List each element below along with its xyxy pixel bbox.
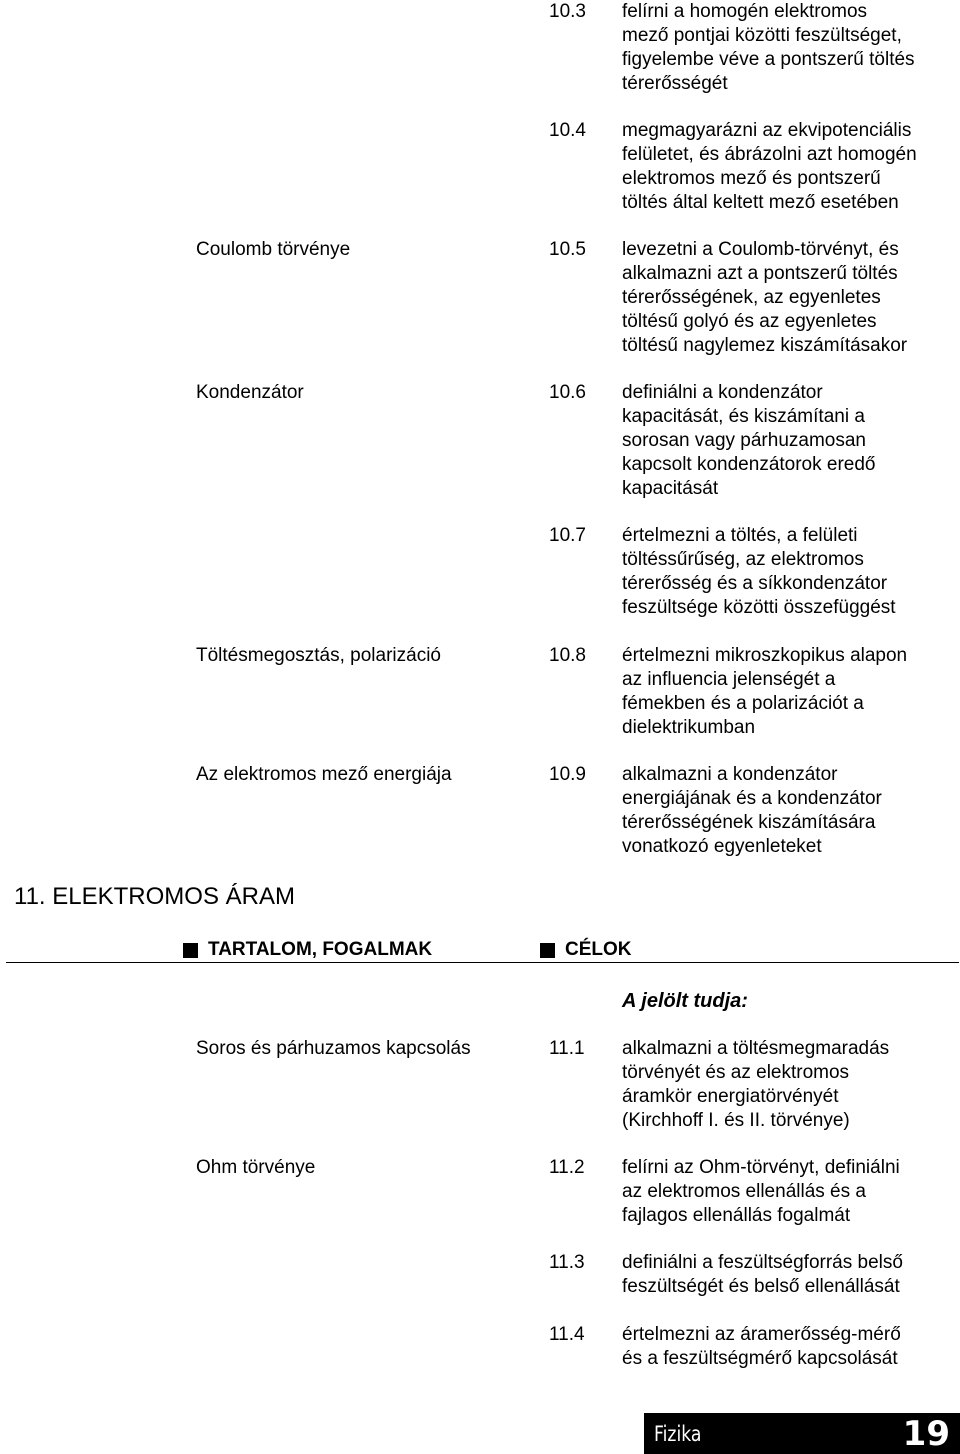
square-bullet-icon (183, 943, 198, 958)
column-header-goals-label: CÉLOK (565, 939, 632, 960)
topic-label: Kondenzátor (196, 382, 304, 403)
objective-text: definiálni a feszültségforrás belső feszültségét és belső ellenállását (622, 1252, 903, 1297)
page-number: 19 (902, 1414, 950, 1454)
objective-number: 11.4 (549, 1324, 585, 1345)
objective-text: alkalmazni a kondenzátor energiájának és a kondenzátor térerősségének kiszámítására vonatkozó egyenleteket (622, 764, 882, 857)
topic-label: Coulomb törvénye (196, 239, 351, 260)
objective-text: felírni a homogén elektromos mező pontjai közötti feszültséget, figyelembe véve a pontszerű töltés térerősségét (622, 1, 915, 94)
objective-number: 10.5 (549, 239, 586, 260)
page-footer (644, 1413, 960, 1454)
objective-text: levezetni a Coulomb-törvényt, és alkalmazni azt a pontszerű töltés térerősségének, az egyenletes töltésű golyó és az egyenletes töltésű nagylemez kiszámításakor (622, 239, 908, 356)
objective-text: megmagyarázni az ekvipotenciális felületet, és ábrázolni azt homogén elektromos mező és pontszerű töltés által keltett mező esetében (622, 120, 917, 213)
objective-number: 11.2 (549, 1157, 585, 1178)
objective-text: definiálni a kondenzátor kapacitását, és kiszámítani a sorosan vagy párhuzamosan kapcsolt kondenzátorok eredő kapacitását (622, 382, 876, 499)
objective-number: 10.4 (549, 120, 586, 141)
objective-text: alkalmazni a töltésmegmaradás törvényét és az elektromos áramkör energiatörvényét (Kirchhoff I. és II. törvénye) (622, 1038, 890, 1131)
objective-number: 10.8 (549, 645, 586, 666)
topic-label: Ohm törvénye (196, 1157, 316, 1178)
goals-subheading: A jelölt tudja: (622, 990, 748, 1012)
topic-label: Töltésmegosztás, polarizáció (196, 645, 441, 666)
objective-number: 10.7 (549, 525, 586, 546)
topic-label: Az elektromos mező energiája (196, 764, 452, 785)
square-bullet-icon (540, 943, 555, 958)
objective-text: értelmezni az áramerősség-mérő és a feszültségmérő kapcsolását (622, 1324, 901, 1369)
objective-number: 10.3 (549, 1, 586, 22)
section-title: 11. ELEKTROMOS ÁRAM (14, 883, 295, 910)
objective-number: 10.9 (549, 764, 586, 785)
column-header-content (183, 937, 432, 963)
column-header-goals (540, 937, 632, 963)
subject-label: Fizika (654, 1422, 702, 1446)
objective-number: 11.3 (549, 1252, 585, 1273)
topic-label: Soros és párhuzamos kapcsolás (196, 1038, 471, 1059)
objective-text: értelmezni mikroszkopikus alapon az influencia jelenségét a fémekben és a polarizációt a dielektrikumban (622, 645, 908, 738)
objective-text: értelmezni a töltés, a felületi töltéssűrűség, az elektromos térerősség és a síkkondenzátor feszültsége közötti összefüggést (622, 525, 896, 618)
objective-text: felírni az Ohm-törvényt, definiálni az elektromos ellenállás és a fajlagos ellenállás fogalmát (622, 1157, 900, 1226)
objective-number: 11.1 (549, 1038, 585, 1059)
column-header-content-label: TARTALOM, FOGALMAK (208, 939, 433, 960)
header-divider (6, 962, 959, 963)
objective-number: 10.6 (549, 382, 586, 403)
